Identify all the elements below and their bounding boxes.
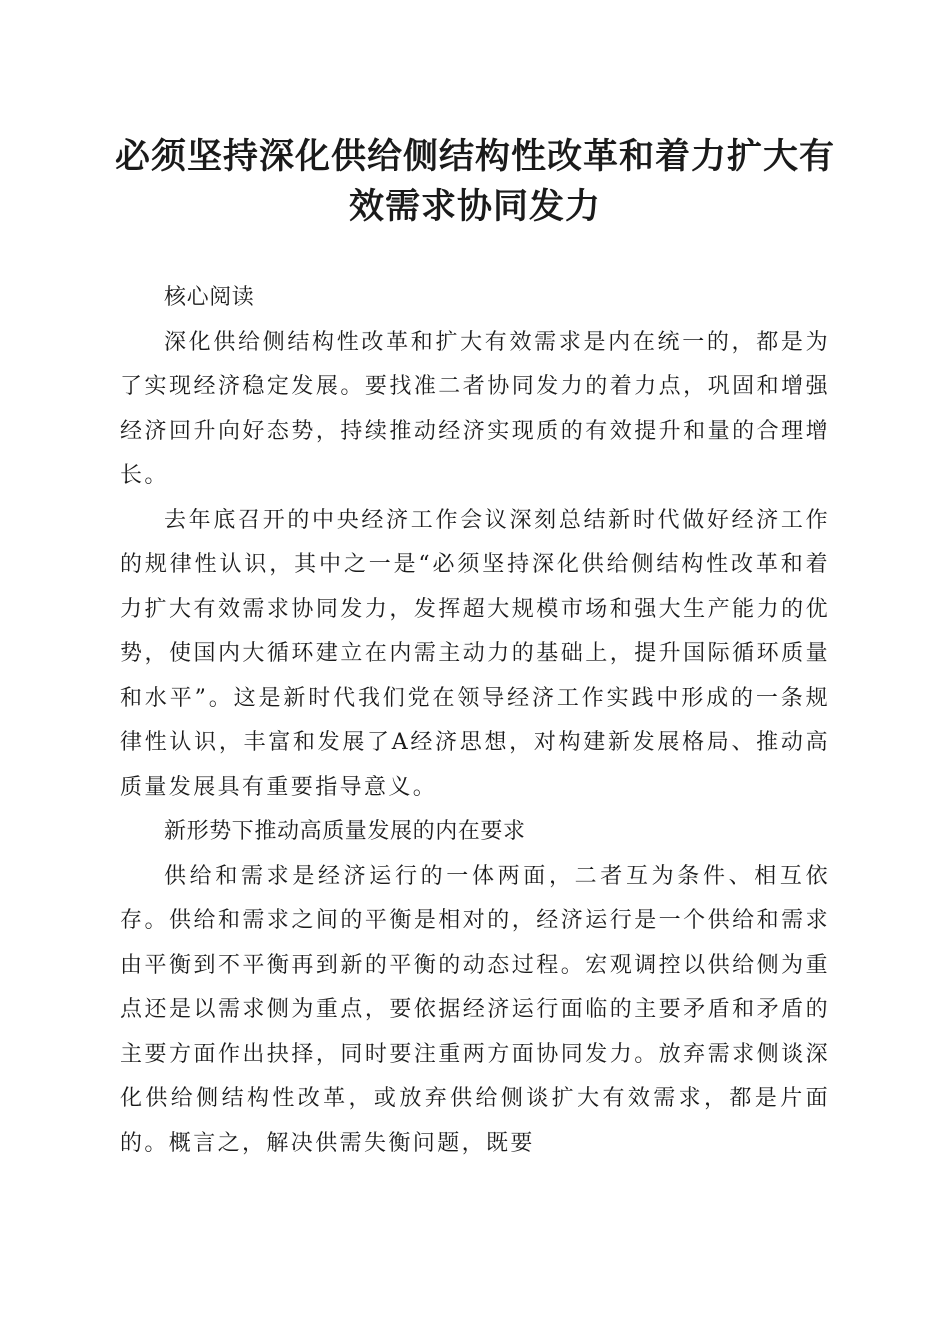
subheading-requirements: 新形势下推动高质量发展的内在要求 — [164, 819, 526, 844]
paragraph: 深化供给侧结构性改革和扩大有效需求是内在统一的，都是为了实现经济稳定发展。要找准二者协同发力的着力点，巩固和增强经济回升向好态势，持续推动经济实现质的有效提升和量的合理增长。 — [120, 329, 830, 488]
document-body — [120, 276, 830, 1166]
subheading-core-reading: 核心阅读 — [164, 285, 255, 310]
paragraph: 供给和需求是经济运行的一体两面，二者互为条件、相互依存。供给和需求之间的平衡是相对的，经济运行是一个供给和需求由平衡到不平衡再到新的平衡的动态过程。宏观调控以供给侧为重点还是以需求侧为重点，要依据经济运行面临的主要矛盾和矛盾的主要方面作出抉择，同时要注重两方面协同发力。放弃需求侧谈深化供给侧结构性改革，或放弃供给侧谈扩大有效需求，都是片面的。概言之，解决供需失衡问题，既要 — [120, 863, 830, 1156]
document-title: 必须坚持深化供给侧结构性改革和着力扩大有效需求协同发力 — [114, 136, 835, 227]
paragraph: 去年底召开的中央经济工作会议深刻总结新时代做好经济工作的规律性认识，其中之一是“必须坚持深化供给侧结构性改革和着力扩大有效需求协同发力，发挥超大规模市场和强大生产能力的优势，使国内大循环建立在内需主动力的基础上，提升国际循环质量和水平”。这是新时代我们党在领导经济工作实践中形成的一条规律性认识，丰富和发展了A经济思想，对构建新发展格局、推动高质量发展具有重要指导意义。 — [120, 507, 830, 800]
